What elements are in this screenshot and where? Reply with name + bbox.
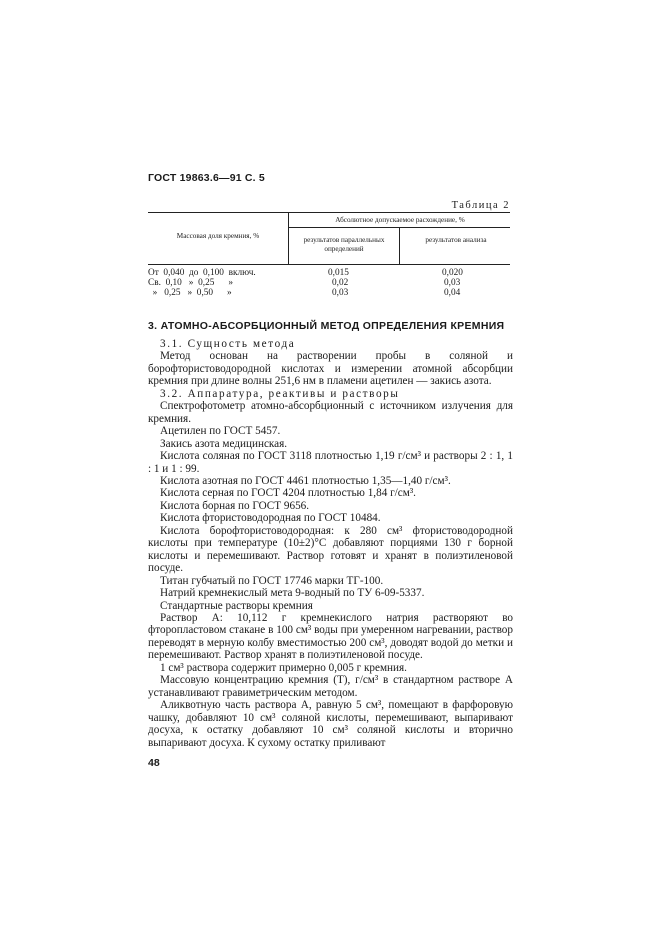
paragraph: Кислота фтористоводородная по ГОСТ 10484. <box>160 512 381 525</box>
paragraph: 1 см³ раствора содержит примерно 0,005 г кремния. <box>160 661 407 674</box>
paragraph: Метод основан на растворении пробы в соляной и борофтористоводородной кислотах и измерении атомной абсорбции кремния при длине волны 251,6 нм в пламени ацетилен — закись азота. <box>148 350 513 388</box>
row-range: Св. 0,10 » 0,25 » <box>148 278 233 288</box>
paragraph: Ацетилен по ГОСТ 5457. <box>160 425 281 438</box>
paragraph: Кислота борофтористоводородная: к 280 см³ фтористоводородной кислоты при температуре (10±2)°С добавляют порциями 130 г борной кислоты и перемешивают. Раствор готовят и хранят в полиэтиленовой посуде. <box>148 524 513 575</box>
col-silicon-header: Массовая доля кремния, % <box>176 232 260 240</box>
row-analysis: 0,020 <box>442 268 463 278</box>
col-analysis-header: результатов анализа <box>425 236 487 244</box>
col-parallel-header: результатов параллельных определений <box>303 236 385 253</box>
row-parallel: 0,02 <box>332 278 349 288</box>
paragraph: Аликвотную часть раствора А, равную 5 см³, помещают в фарфоровую чашку, добавляют 10 см³ соляной кислоты, перемешивают, выпаривают досуха, к остатку добавляют 10 см³ соляной кислоты и вторично выпаривают досуха. К сухому остатку приливают <box>148 699 513 749</box>
paragraph: Кислота борная по ГОСТ 9656. <box>160 499 310 512</box>
subsection-3-2-heading: 3.2. Аппаратура, реактивы и растворы <box>160 387 400 400</box>
paragraph: Раствор А: 10,112 г кремнекислого натрия растворяют во фторопластовом стакане в 100 см³ воды при умеренном нагревании, раствор переводят в мерную колбу вместимостью 200 см³, доводят водой до метки и перемешивают. Раствор хранят в полиэтиленовой посуде. <box>148 611 513 662</box>
body-text <box>148 338 513 749</box>
group-header: Абсолютное допускаемое расхождение, % <box>335 216 465 224</box>
row-analysis: 0,03 <box>444 278 461 288</box>
row-parallel: 0,03 <box>332 288 349 298</box>
paragraph: Кислота азотная по ГОСТ 4461 плотностью 1,35—1,40 г/см³. <box>160 474 451 487</box>
row-analysis: 0,04 <box>444 288 461 298</box>
paragraph: Закись азота медицинская. <box>160 437 288 450</box>
subcol-divider <box>399 227 400 264</box>
paragraph: Стандартные растворы кремния <box>160 599 313 612</box>
paragraph: Кислота серная по ГОСТ 4204 плотностью 1,84 г/см³. <box>160 487 416 500</box>
paragraph: Массовую концентрацию кремния (Т), г/см³ в стандартном растворе А устанавливают гравиметрическим методом. <box>148 674 513 699</box>
row-parallel: 0,015 <box>328 268 349 278</box>
row-range: От 0,040 до 0,100 включ. <box>148 268 256 278</box>
paragraph: Спектрофотометр атомно-абсорбционный с источником излучения для кремния. <box>148 400 513 425</box>
table-col-divider <box>288 212 289 264</box>
row-range: » 0,25 » 0,50 » <box>148 288 232 298</box>
subsection-3-1-heading: 3.1. Сущность метода <box>160 338 296 350</box>
document-header: ГОСТ 19863.6—91 С. 5 <box>148 172 265 184</box>
paragraph: Натрий кремнекислый мета 9-водный по ТУ 6-09-5337. <box>160 587 425 600</box>
section-title: 3. АТОМНО-АБСОРБЦИОННЫЙ МЕТОД ОПРЕДЕЛЕНИЯ КРЕМНИЯ <box>148 320 505 332</box>
table-caption: Таблица 2 <box>451 200 510 211</box>
table-top-rule <box>148 212 510 213</box>
page-number: 48 <box>148 757 160 769</box>
paragraph: Кислота соляная по ГОСТ 3118 плотностью 1,19 г/см³ и растворы 2 : 1, 1 : 1 и 1 : 99. <box>148 450 513 475</box>
table-header-rule <box>148 264 510 265</box>
paragraph: Титан губчатый по ГОСТ 17746 марки ТГ-100. <box>160 574 384 587</box>
